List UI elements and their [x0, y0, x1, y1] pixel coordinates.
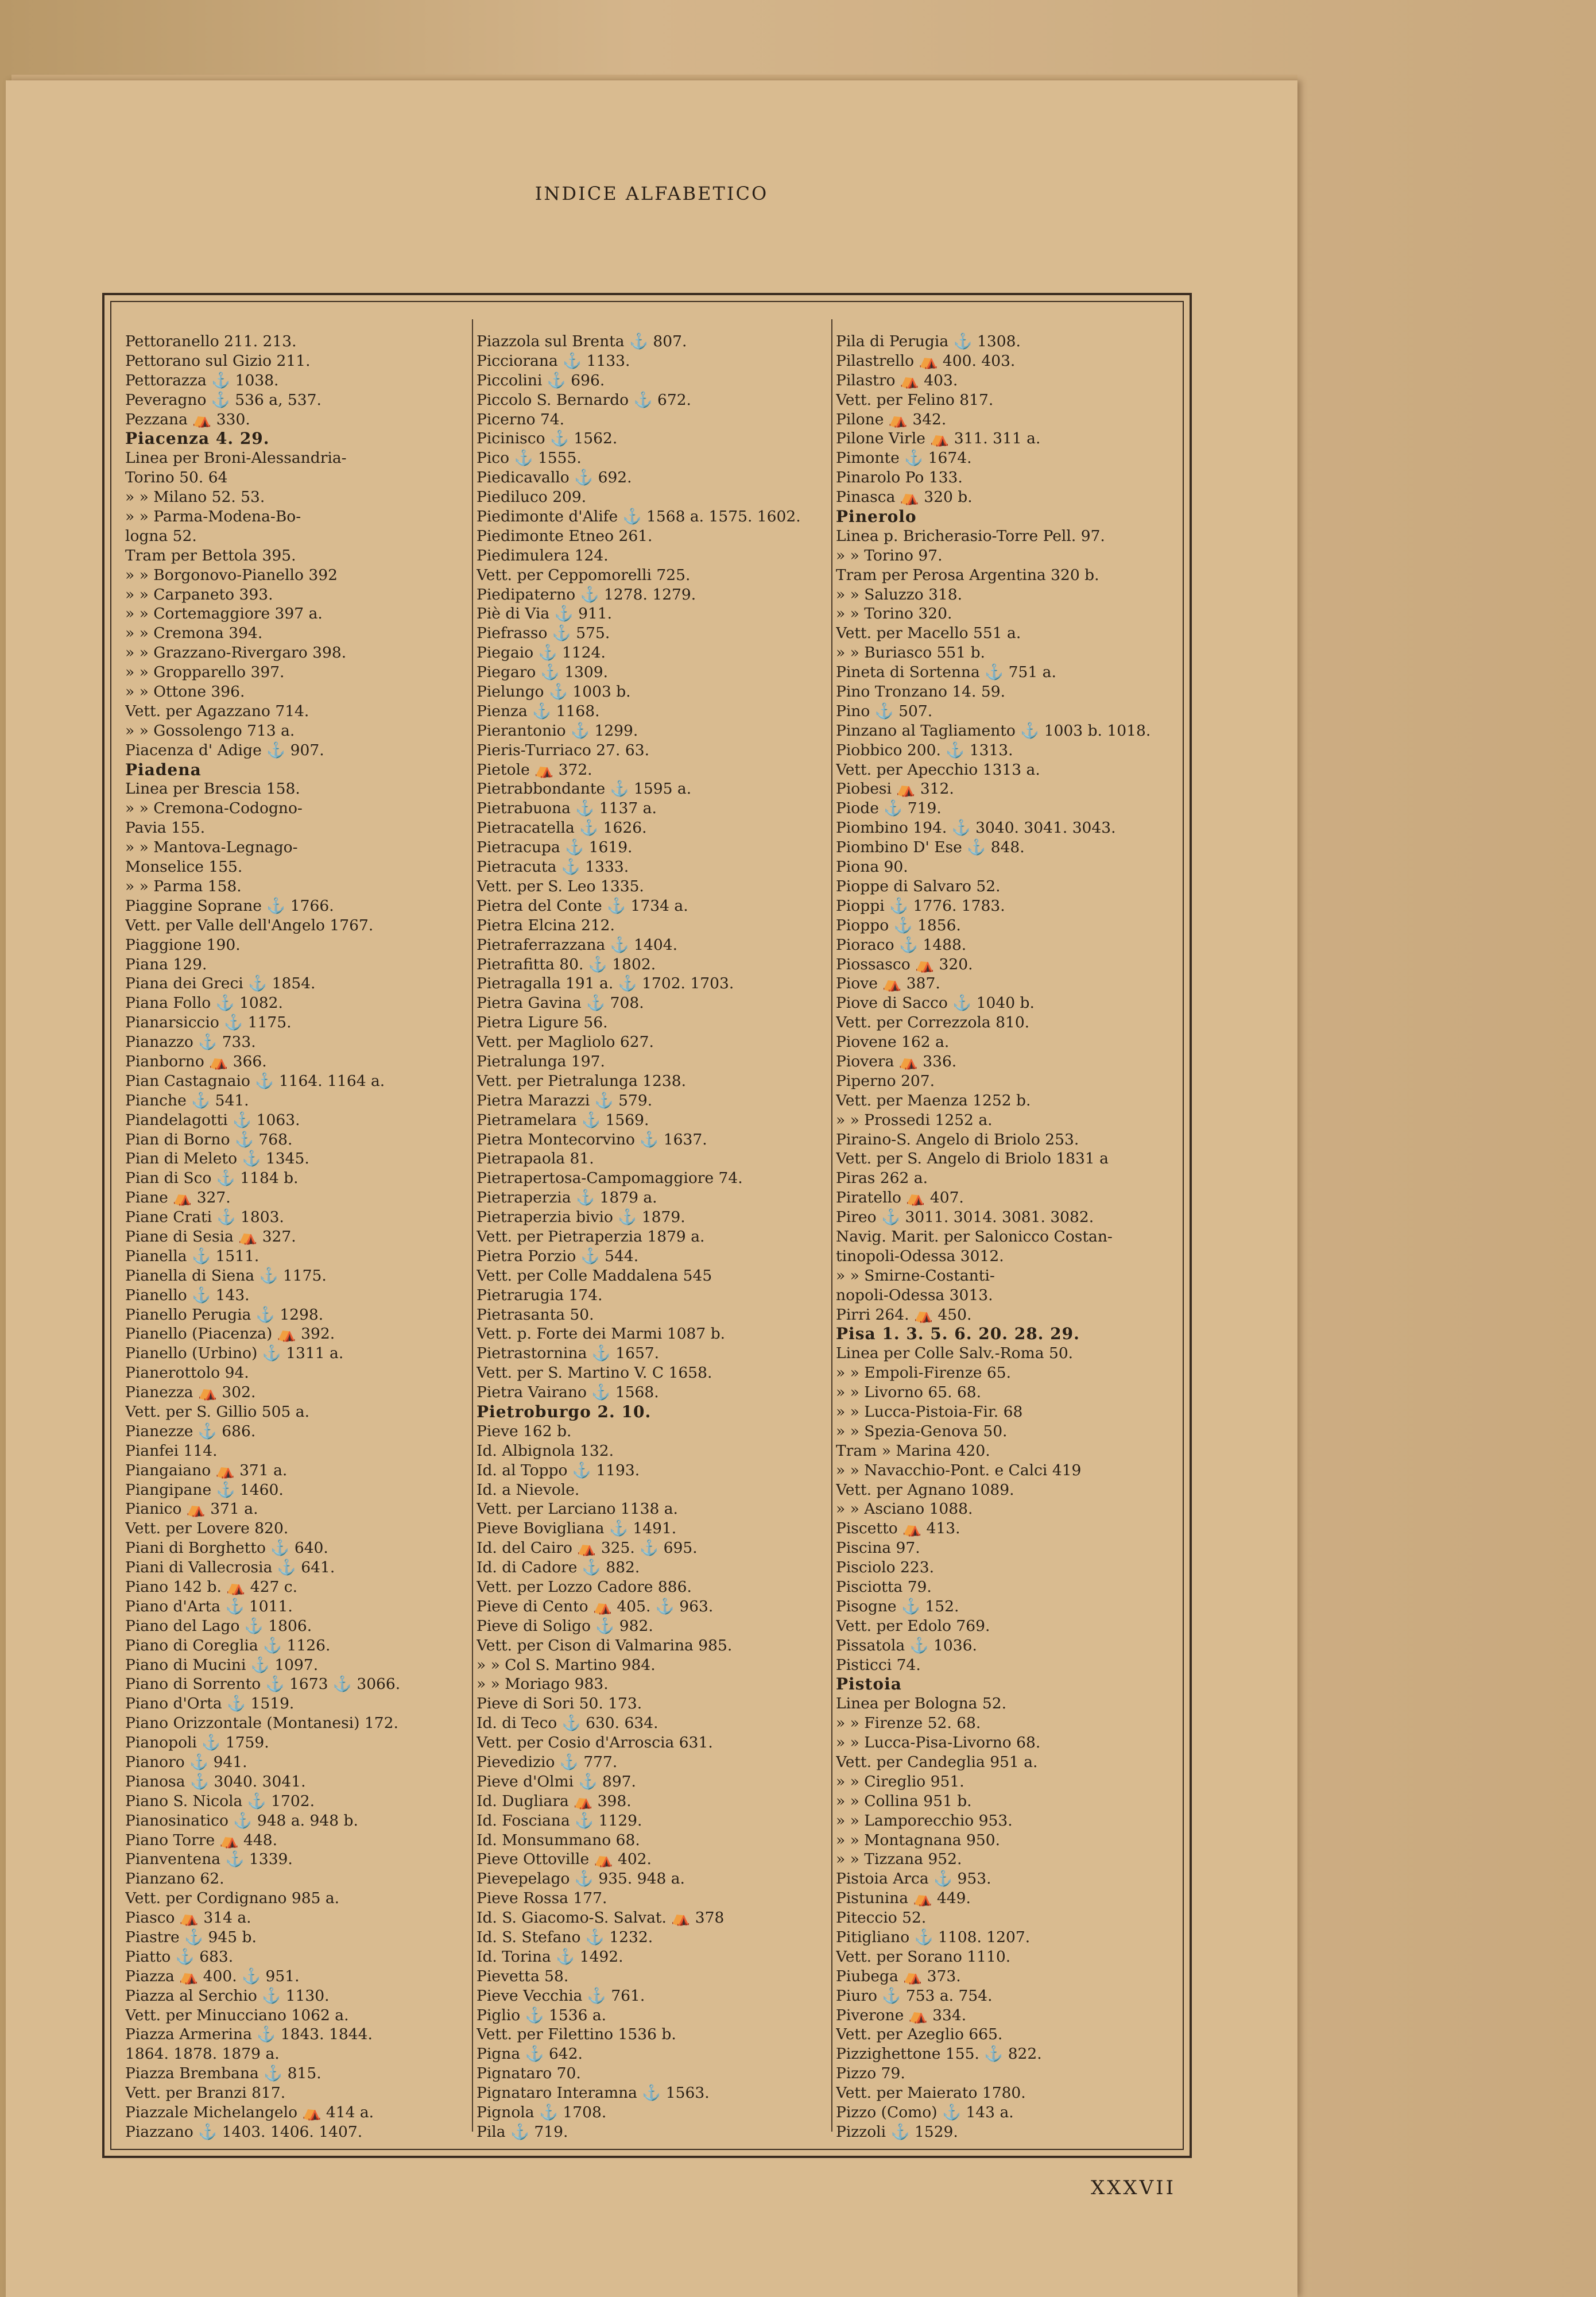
- index-entry: Pianello (Piacenza) ⛺ 392.: [125, 1325, 335, 1343]
- index-entry: Piobbico 200. ⚓ 1313.: [836, 741, 1013, 759]
- index-entry: Piazza ⛺ 400. ⚓ 951.: [125, 1967, 300, 1985]
- index-entry: Piglio ⚓ 1536 a.: [477, 2006, 607, 2024]
- index-entry: » » Montagnana 950.: [836, 1831, 1001, 1849]
- index-entry: Pianosa ⚓ 3040. 3041.: [125, 1772, 306, 1791]
- index-entry: Pianico ⛺ 371 a.: [125, 1500, 258, 1518]
- index-entry: nopoli-Odessa 3013.: [836, 1286, 993, 1304]
- index-entry: Vett. per Filettino 1536 b.: [477, 2025, 676, 2044]
- index-entry: Pievetta 58.: [477, 1967, 569, 1985]
- book-page: [6, 80, 1297, 2297]
- index-entry: Vett. p. Forte dei Marmi 1087 b.: [477, 1325, 726, 1343]
- index-entry: Pietra Gavina ⚓ 708.: [477, 994, 644, 1012]
- index-entry: Pizzighettone 155. ⚓ 822.: [836, 2045, 1042, 2063]
- index-entry: Pizzoli ⚓ 1529.: [836, 2122, 958, 2141]
- index-entry: » » Grazzano-Rivergaro 398.: [125, 644, 347, 662]
- index-entry: Piano d'Arta ⚓ 1011.: [125, 1597, 293, 1615]
- index-entry: Piano di Coreglia ⚓ 1126.: [125, 1636, 331, 1654]
- index-entry: Piandelagotti ⚓ 1063.: [125, 1111, 300, 1129]
- index-entry: » » Torino 320.: [836, 605, 952, 623]
- index-entry: Pianezze ⚓ 686.: [125, 1422, 256, 1440]
- index-entry: Piombino 194. ⚓ 3040. 3041. 3043.: [836, 819, 1116, 837]
- index-entry: Pitigliano ⚓ 1108. 1207.: [836, 1928, 1031, 1947]
- index-entry: Picinisco ⚓ 1562.: [477, 430, 618, 448]
- page-title: INDICE ALFABETICO: [534, 183, 769, 204]
- index-entry: Pino Tronzano 14. 59.: [836, 683, 1006, 701]
- index-entry: Piazzola sul Brenta ⚓ 807.: [477, 332, 687, 350]
- index-entry: Pimonte ⚓ 1674.: [836, 449, 972, 467]
- index-entry: Pianosinatico ⚓ 948 a. 948 b.: [125, 1811, 358, 1830]
- index-entry: Piraino-S. Angelo di Briolo 253.: [836, 1130, 1079, 1148]
- index-entry: Piano di Mucini ⚓ 1097.: [125, 1656, 319, 1674]
- index-entry: Piratello ⛺ 407.: [836, 1189, 964, 1207]
- index-entry: Pezzana ⛺ 330.: [125, 410, 250, 428]
- index-entry: Id. del Cairo ⛺ 325. ⚓ 695.: [477, 1539, 698, 1557]
- page-number: XXXVII: [1091, 2176, 1176, 2199]
- index-heading: Pisa 1. 3. 5. 6. 20. 28. 29.: [836, 1324, 1080, 1344]
- index-entry: Piana Follo ⚓ 1082.: [125, 994, 283, 1012]
- index-heading: Piadena: [125, 760, 202, 779]
- index-entry: Piossasco ⛺ 320.: [836, 955, 973, 973]
- index-entry: Pinzano al Tagliamento ⚓ 1003 b. 1018.: [836, 721, 1151, 740]
- index-entry: Pilone ⛺ 342.: [836, 410, 947, 428]
- index-entry: Tram per Perosa Argentina 320 b.: [836, 566, 1099, 584]
- index-entry: Pirri 264. ⛺ 450.: [836, 1305, 972, 1324]
- index-entry: Pieve di Soligo ⚓ 982.: [477, 1617, 653, 1635]
- index-entry: » » Col S. Martino 984.: [477, 1656, 656, 1674]
- index-heading: Piacenza 4. 29.: [125, 429, 270, 448]
- index-entry: Pilastro ⛺ 403.: [836, 371, 958, 389]
- index-frame-inner: [110, 301, 1184, 2150]
- index-entry: Pignataro 70.: [477, 2064, 581, 2083]
- index-entry: Pianezza ⛺ 302.: [125, 1383, 256, 1402]
- index-entry: Piverone ⛺ 334.: [836, 2006, 967, 2024]
- index-entry: Piccolo S. Bernardo ⚓ 672.: [477, 390, 691, 409]
- index-entry: Pila ⚓ 719.: [477, 2122, 568, 2141]
- index-heading: Pinerolo: [836, 507, 917, 527]
- index-entry: Piedimonte d'Alife ⚓ 1568 a. 1575. 1602.: [477, 508, 801, 526]
- index-entry: Piane di Sesia ⛺ 327.: [125, 1227, 296, 1246]
- index-entry: » » Torino 97.: [836, 546, 943, 564]
- index-entry: Piefrasso ⚓ 575.: [477, 624, 610, 643]
- column-divider: [831, 319, 832, 2132]
- index-entry: » » Moriago 983.: [477, 1675, 609, 1693]
- index-entry: Pietrapertosa-Campomaggiore 74.: [477, 1169, 743, 1188]
- index-entry: » » Cremona 394.: [125, 624, 263, 643]
- index-entry: Tram per Bettola 395.: [125, 546, 296, 564]
- index-entry: Pianventena ⚓ 1339.: [125, 1850, 293, 1869]
- index-entry: Piovene 162 a.: [836, 1033, 950, 1051]
- index-heading: Pietroburgo 2. 10.: [477, 1402, 652, 1421]
- index-entry: Piedicavallo ⚓ 692.: [477, 469, 632, 487]
- index-entry: Piangaiano ⛺ 371 a.: [125, 1461, 288, 1479]
- index-entry: Vett. per S. Leo 1335.: [477, 877, 644, 895]
- index-entry: Pietraperzia ⚓ 1879 a.: [477, 1189, 657, 1207]
- index-column-1: [125, 332, 467, 2142]
- index-entry: Piazza al Serchio ⚓ 1130.: [125, 1986, 330, 2005]
- index-entry: » » Buriasco 551 b.: [836, 644, 985, 662]
- index-entry: Vett. per Agazzano 714.: [125, 702, 309, 720]
- index-entry: Pietra Marazzi ⚓ 579.: [477, 1091, 653, 1109]
- index-entry: Piuro ⚓ 753 a. 754.: [836, 1986, 993, 2005]
- index-entry: Piedimonte Etneo 261.: [477, 527, 653, 545]
- index-entry: Navig. Marit. per Salonicco Costan-: [836, 1227, 1113, 1246]
- index-entry: Pietrabuona ⚓ 1137 a.: [477, 799, 657, 818]
- index-entry: » » Gropparello 397.: [125, 663, 285, 682]
- index-entry: Pistunina ⛺ 449.: [836, 1889, 971, 1908]
- index-entry: Pistoia Arca ⚓ 953.: [836, 1870, 991, 1888]
- index-entry: Vett. per Apecchio 1313 a.: [836, 760, 1040, 779]
- index-entry: Pievedizio ⚓ 777.: [477, 1753, 618, 1772]
- index-entry: Pigna ⚓ 642.: [477, 2045, 583, 2063]
- index-entry: Vett. per Maierato 1780.: [836, 2084, 1026, 2102]
- index-entry: Linea per Bologna 52.: [836, 1695, 1007, 1713]
- index-entry: Pianopoli ⚓ 1759.: [125, 1734, 269, 1752]
- index-entry: » » Ottone 396.: [125, 683, 245, 701]
- index-entry: Piano Torre ⛺ 448.: [125, 1831, 277, 1849]
- column-divider: [472, 319, 473, 2132]
- index-entry: » » Cireglio 951.: [836, 1772, 964, 1791]
- index-entry: Pietracuta ⚓ 1333.: [477, 858, 629, 876]
- index-entry: Pinasca ⛺ 320 b.: [836, 488, 973, 506]
- index-entry: Pireo ⚓ 3011. 3014. 3081. 3082.: [836, 1208, 1094, 1227]
- index-entry: Pietraferrazzana ⚓ 1404.: [477, 935, 678, 954]
- index-entry: » » Smirne-Costanti-: [836, 1266, 995, 1285]
- index-entry: Vett. per Candeglia 951 a.: [836, 1753, 1038, 1772]
- index-entry: Vett. per Larciano 1138 a.: [477, 1500, 678, 1518]
- index-entry: Vett. per Cordignano 985 a.: [125, 1889, 340, 1908]
- index-entry: Piedipaterno ⚓ 1278. 1279.: [477, 585, 696, 604]
- index-entry: Pieve di Cento ⛺ 405. ⚓ 963.: [477, 1597, 714, 1615]
- index-entry: Piubega ⛺ 373.: [836, 1967, 961, 1985]
- index-entry: Vett. per S. Angelo di Briolo 1831 a: [836, 1150, 1109, 1168]
- index-entry: » » Tizzana 952.: [836, 1850, 962, 1869]
- index-entry: Pietraperzia bivio ⚓ 1879.: [477, 1208, 685, 1227]
- index-entry: Pietrarugia 174.: [477, 1286, 603, 1304]
- index-entry: Vett. per Agnano 1089.: [836, 1480, 1014, 1499]
- index-entry: Piazzano ⚓ 1403. 1406. 1407.: [125, 2122, 363, 2141]
- index-entry: Vett. per Lovere 820.: [125, 1519, 289, 1538]
- index-entry: » » Prossedi 1252 a.: [836, 1111, 993, 1129]
- index-entry: Pierantonio ⚓ 1299.: [477, 721, 638, 740]
- index-entry: Pietole ⛺ 372.: [477, 760, 592, 779]
- index-entry: Pieve Ottoville ⛺ 402.: [477, 1850, 652, 1869]
- index-entry: Pianzano 62.: [125, 1870, 224, 1888]
- index-entry: Vett. per Felino 817.: [836, 390, 994, 409]
- index-entry: Pietra Ligure 56.: [477, 1014, 608, 1032]
- index-entry: Picerno 74.: [477, 410, 565, 428]
- index-entry: Pietralunga 197.: [477, 1052, 605, 1070]
- index-entry: Pietracatella ⚓ 1626.: [477, 819, 647, 837]
- index-entry: Id. S. Giacomo-S. Salvat. ⛺ 378: [477, 1909, 725, 1927]
- index-entry: logna 52.: [125, 527, 197, 545]
- index-entry: Vett. per Maenza 1252 b.: [836, 1091, 1031, 1109]
- index-entry: Pianella ⚓ 1511.: [125, 1247, 259, 1265]
- index-entry: Pilone Virle ⛺ 311. 311 a.: [836, 430, 1041, 448]
- index-entry: Pietrafitta 80. ⚓ 1802.: [477, 955, 656, 973]
- index-entry: Pissatola ⚓ 1036.: [836, 1636, 977, 1654]
- index-entry: Piastre ⚓ 945 b.: [125, 1928, 257, 1947]
- index-entry: Vett. per S. Martino V. C 1658.: [477, 1364, 712, 1382]
- index-entry: » » Borgonovo-Pianello 392: [125, 566, 338, 584]
- index-entry: Piegaio ⚓ 1124.: [477, 644, 606, 662]
- index-entry: Vett. per Magliolo 627.: [477, 1033, 654, 1051]
- index-entry: Piano Orizzontale (Montanesi) 172.: [125, 1714, 398, 1733]
- index-entry: Vett. per Colle Maddalena 545: [477, 1266, 712, 1285]
- index-entry: Pianarsiccio ⚓ 1175.: [125, 1014, 292, 1032]
- index-entry: Id. Torina ⚓ 1492.: [477, 1947, 623, 1966]
- index-entry: Pietrapaola 81.: [477, 1150, 594, 1168]
- index-entry: Id. di Cadore ⚓ 882.: [477, 1559, 640, 1577]
- index-entry: Pielungo ⚓ 1003 b.: [477, 683, 631, 701]
- index-entry: » » Parma 158.: [125, 877, 242, 895]
- index-entry: Pievepelago ⚓ 935. 948 a.: [477, 1870, 685, 1888]
- index-column-3: [836, 332, 1178, 2142]
- index-entry: Pianfei 114.: [125, 1441, 218, 1460]
- index-entry: Pianello ⚓ 143.: [125, 1286, 250, 1304]
- index-entry: Pieve d'Olmi ⚓ 897.: [477, 1772, 636, 1791]
- index-entry: Pieve 162 b.: [477, 1422, 572, 1440]
- index-entry: Pietrastornina ⚓ 1657.: [477, 1344, 660, 1363]
- index-entry: Vett. per Edolo 769.: [836, 1617, 990, 1635]
- index-entry: » » Milano 52. 53.: [125, 488, 265, 506]
- index-entry: Pico ⚓ 1555.: [477, 449, 582, 467]
- index-entry: » » Asciano 1088.: [836, 1500, 973, 1518]
- index-entry: Pisciotta 79.: [836, 1578, 932, 1596]
- index-entry: Pineta di Sortenna ⚓ 751 a.: [836, 663, 1056, 682]
- index-entry: » » Mantova-Legnago-: [125, 838, 298, 857]
- index-entry: » » Gossolengo 713 a.: [125, 721, 295, 740]
- index-entry: Pisciolo 223.: [836, 1559, 935, 1577]
- index-entry: Id. Dugliara ⛺ 398.: [477, 1792, 632, 1810]
- index-entry: Pizzo (Como) ⚓ 143 a.: [836, 2103, 1014, 2122]
- index-entry: Vett. per Minucciano 1062 a.: [125, 2006, 349, 2024]
- index-entry: Vett. per S. Gillio 505 a.: [125, 1402, 310, 1421]
- index-entry: » » Navacchio-Pont. e Calci 419: [836, 1461, 1082, 1479]
- index-entry: » » Lucca-Pistoia-Fir. 68: [836, 1402, 1023, 1421]
- index-entry: » » Spezia-Genova 50.: [836, 1422, 1008, 1440]
- index-entry: Piscetto ⛺ 413.: [836, 1519, 960, 1538]
- index-entry: Pianerottolo 94.: [125, 1364, 249, 1382]
- index-entry: Piove di Sacco ⚓ 1040 b.: [836, 994, 1035, 1012]
- index-entry: Piani di Borghetto ⚓ 640.: [125, 1539, 328, 1557]
- index-entry: Pioppi ⚓ 1776. 1783.: [836, 896, 1005, 915]
- index-entry: Piedimulera 124.: [477, 546, 609, 564]
- index-entry: Vett. per Branzi 817.: [125, 2084, 286, 2102]
- index-entry: » » Firenze 52. 68.: [836, 1714, 981, 1733]
- index-entry: Linea per Brescia 158.: [125, 780, 300, 798]
- index-entry: Pieve di Sori 50. 173.: [477, 1695, 642, 1713]
- index-entry: Linea p. Bricherasio-Torre Pell. 97.: [836, 527, 1105, 545]
- index-entry: Pianazzo ⚓ 733.: [125, 1033, 256, 1051]
- index-entry: Piane Crati ⚓ 1803.: [125, 1208, 284, 1227]
- index-entry: Piperno 207.: [836, 1072, 935, 1090]
- index-entry: Pinarolo Po 133.: [836, 469, 963, 487]
- index-entry: Pettorazza ⚓ 1038.: [125, 371, 279, 389]
- index-entry: Piazza Armerina ⚓ 1843. 1844.: [125, 2025, 373, 2044]
- index-entry: Vett. per Correzzola 810.: [836, 1014, 1030, 1032]
- index-entry: Id. di Teco ⚓ 630. 634.: [477, 1714, 658, 1733]
- index-entry: Piano d'Orta ⚓ 1519.: [125, 1695, 295, 1713]
- index-entry: Pilastrello ⛺ 400. 403.: [836, 351, 1016, 370]
- index-entry: Pianello (Urbino) ⚓ 1311 a.: [125, 1344, 344, 1363]
- index-entry: Pianborno ⛺ 366.: [125, 1052, 267, 1070]
- index-entry: Piacenza d' Adige ⚓ 907.: [125, 741, 324, 759]
- index-entry: Vett. per Cison di Valmarina 985.: [477, 1636, 733, 1654]
- index-entry: » » Livorno 65. 68.: [836, 1383, 982, 1402]
- index-entry: Piegaro ⚓ 1309.: [477, 663, 609, 682]
- index-entry: Piscina 97.: [836, 1539, 920, 1557]
- index-entry: » » Cremona-Codogno-: [125, 799, 303, 818]
- index-entry: Vett. per Ceppomorelli 725.: [477, 566, 691, 584]
- index-entry: Piras 262 a.: [836, 1169, 928, 1188]
- index-entry: Piasco ⛺ 314 a.: [125, 1909, 251, 1927]
- index-entry: Pettorano sul Gizio 211.: [125, 351, 311, 370]
- index-entry: Pietramelara ⚓ 1569.: [477, 1111, 649, 1129]
- index-entry: Pienza ⚓ 1168.: [477, 702, 600, 720]
- index-entry: Pian di Sco ⚓ 1184 b.: [125, 1169, 299, 1188]
- index-entry: Linea per Broni-Alessandria-: [125, 449, 347, 467]
- index-entry: Pieve Boviglianа ⚓ 1491.: [477, 1519, 677, 1538]
- index-entry: Pietragalla 191 a. ⚓ 1702. 1703.: [477, 975, 734, 993]
- index-entry: » » Lamporecchio 953.: [836, 1811, 1013, 1830]
- index-entry: Vett. per Azeglio 665.: [836, 2025, 1003, 2044]
- index-entry: Id. Albignola 132.: [477, 1441, 614, 1460]
- index-entry: Pietra Porzio ⚓ 544.: [477, 1247, 639, 1265]
- index-entry: Piangipane ⚓ 1460.: [125, 1480, 284, 1499]
- index-entry: Pettoranello 211. 213.: [125, 332, 297, 350]
- index-entry: Pian di Meleto ⚓ 1345.: [125, 1150, 309, 1168]
- index-entry: Piatto ⚓ 683.: [125, 1947, 234, 1966]
- index-entry: Id. Monsummano 68.: [477, 1831, 640, 1849]
- index-entry: Pioppo ⚓ 1856.: [836, 916, 961, 934]
- index-entry: Id. S. Stefano ⚓ 1232.: [477, 1928, 653, 1947]
- index-entry: Vett. per Pietralunga 1238.: [477, 1072, 687, 1090]
- index-entry: » » Cortemaggiore 397 a.: [125, 605, 323, 623]
- index-entry: Piode ⚓ 719.: [836, 799, 942, 818]
- index-entry: Id. Fosciana ⚓ 1129.: [477, 1811, 642, 1830]
- index-entry: Vett. per Valle dell'Angelo 1767.: [125, 916, 374, 934]
- index-entry: Pizzo 79.: [836, 2064, 905, 2083]
- index-entry: Monselice 155.: [125, 858, 243, 876]
- index-entry: » » Carpaneto 393.: [125, 585, 273, 604]
- index-entry: Pietracupa ⚓ 1619.: [477, 838, 633, 857]
- index-entry: Vett. per Lozzo Cadore 886.: [477, 1578, 692, 1596]
- index-entry: Pieve Vecchia ⚓ 761.: [477, 1986, 645, 2005]
- index-entry: Vett. per Cosio d'Arroscia 631.: [477, 1734, 713, 1752]
- index-entry: Piaggione 190.: [125, 935, 241, 954]
- index-entry: Pisticci 74.: [836, 1656, 921, 1674]
- index-entry: Pioppe di Salvaro 52.: [836, 877, 1001, 895]
- index-entry: Pioraco ⚓ 1488.: [836, 935, 967, 954]
- index-entry: Pietrabbondante ⚓ 1595 a.: [477, 780, 692, 798]
- index-entry: Piano di Sorrento ⚓ 1673 ⚓ 3066.: [125, 1675, 401, 1693]
- index-entry: Vett. per Macello 551 a.: [836, 624, 1021, 643]
- index-entry: Pila di Perugia ⚓ 1308.: [836, 332, 1021, 350]
- index-entry: Pianello Perugia ⚓ 1298.: [125, 1305, 324, 1324]
- index-entry: Picciorana ⚓ 1133.: [477, 351, 630, 370]
- index-entry: Piobesi ⛺ 312.: [836, 780, 954, 798]
- index-entry: Pietra del Conte ⚓ 1734 a.: [477, 896, 688, 915]
- index-entry: Pavia 155.: [125, 819, 206, 837]
- index-entry: Pietra Elcina 212.: [477, 916, 615, 934]
- index-entry: Id. a Nievole.: [477, 1480, 580, 1499]
- index-entry: Piano del Lago ⚓ 1806.: [125, 1617, 312, 1635]
- index-entry: Pino ⚓ 507.: [836, 702, 933, 720]
- index-entry: Peveragno ⚓ 536 a, 537.: [125, 390, 321, 409]
- index-entry: tinopoli-Odessa 3012.: [836, 1247, 1004, 1265]
- index-entry: Piazza Brembana ⚓ 815.: [125, 2064, 321, 2083]
- index-entry: Piano S. Nicola ⚓ 1702.: [125, 1792, 315, 1810]
- index-entry: 1864. 1878. 1879 a.: [125, 2045, 280, 2063]
- index-entry: Pignataro Interamna ⚓ 1563.: [477, 2084, 710, 2102]
- index-entry: Pieris-Turriaco 27. 63.: [477, 741, 650, 759]
- index-entry: Pianoro ⚓ 941.: [125, 1753, 247, 1772]
- index-entry: Piovera ⛺ 336.: [836, 1052, 957, 1070]
- index-entry: Pieve Rossa 177.: [477, 1889, 607, 1908]
- index-entry: Piane ⛺ 327.: [125, 1189, 231, 1207]
- index-entry: » » Collina 951 b.: [836, 1792, 972, 1810]
- index-entry: Pian Castagnaio ⚓ 1164. 1164 a.: [125, 1072, 385, 1090]
- index-entry: Vett. per Sorano 1110.: [836, 1947, 1011, 1966]
- index-entry: Pianella di Siena ⚓ 1175.: [125, 1266, 327, 1285]
- index-entry: Piani di Vallecrosia ⚓ 641.: [125, 1559, 335, 1577]
- index-frame: [102, 293, 1192, 2158]
- index-heading: Pistoia: [836, 1675, 902, 1694]
- index-entry: Piona 90.: [836, 858, 908, 876]
- index-column-2: [477, 332, 828, 2142]
- index-entry: Piana dei Greci ⚓ 1854.: [125, 975, 316, 993]
- index-entry: » » Saluzzo 318.: [836, 585, 963, 604]
- index-entry: Pianche ⚓ 541.: [125, 1091, 249, 1109]
- index-entry: » » Empoli-Firenze 65.: [836, 1364, 1012, 1382]
- index-entry: Pignola ⚓ 1708.: [477, 2103, 607, 2122]
- index-entry: Id. al Toppo ⚓ 1193.: [477, 1461, 640, 1479]
- index-entry: Piteccio 52.: [836, 1909, 927, 1927]
- index-entry: Pietra Montecorvino ⚓ 1637.: [477, 1130, 707, 1148]
- index-entry: Piè di Via ⚓ 911.: [477, 605, 613, 623]
- index-entry: Vett. per Pietraperzia 1879 a.: [477, 1227, 705, 1246]
- index-entry: » » Parma-Modena-Bo-: [125, 508, 301, 526]
- index-entry: Piccolini ⚓ 696.: [477, 371, 605, 389]
- index-entry: Pietrasanta 50.: [477, 1305, 594, 1324]
- index-entry: Piano 142 b. ⛺ 427 c.: [125, 1578, 298, 1596]
- index-entry: Pian di Borno ⚓ 768.: [125, 1130, 293, 1148]
- index-entry: Piana 129.: [125, 955, 207, 973]
- index-entry: » » Lucca-Pisa-Livorno 68.: [836, 1734, 1041, 1752]
- index-entry: Piombino D' Ese ⚓ 848.: [836, 838, 1025, 857]
- index-entry: Torino 50. 64: [125, 469, 228, 487]
- index-entry: Piediluco 209.: [477, 488, 587, 506]
- index-entry: Tram » Marina 420.: [836, 1441, 990, 1460]
- index-entry: Linea per Colle Salv.-Roma 50.: [836, 1344, 1074, 1363]
- index-entry: Piove ⛺ 387.: [836, 975, 940, 993]
- index-entry: Piazzale Michelangelo ⛺ 414 a.: [125, 2103, 374, 2122]
- index-entry: Pisogne ⚓ 152.: [836, 1597, 959, 1615]
- index-entry: Piaggine Soprane ⚓ 1766.: [125, 896, 334, 915]
- index-entry: Pietra Vairano ⚓ 1568.: [477, 1383, 659, 1402]
